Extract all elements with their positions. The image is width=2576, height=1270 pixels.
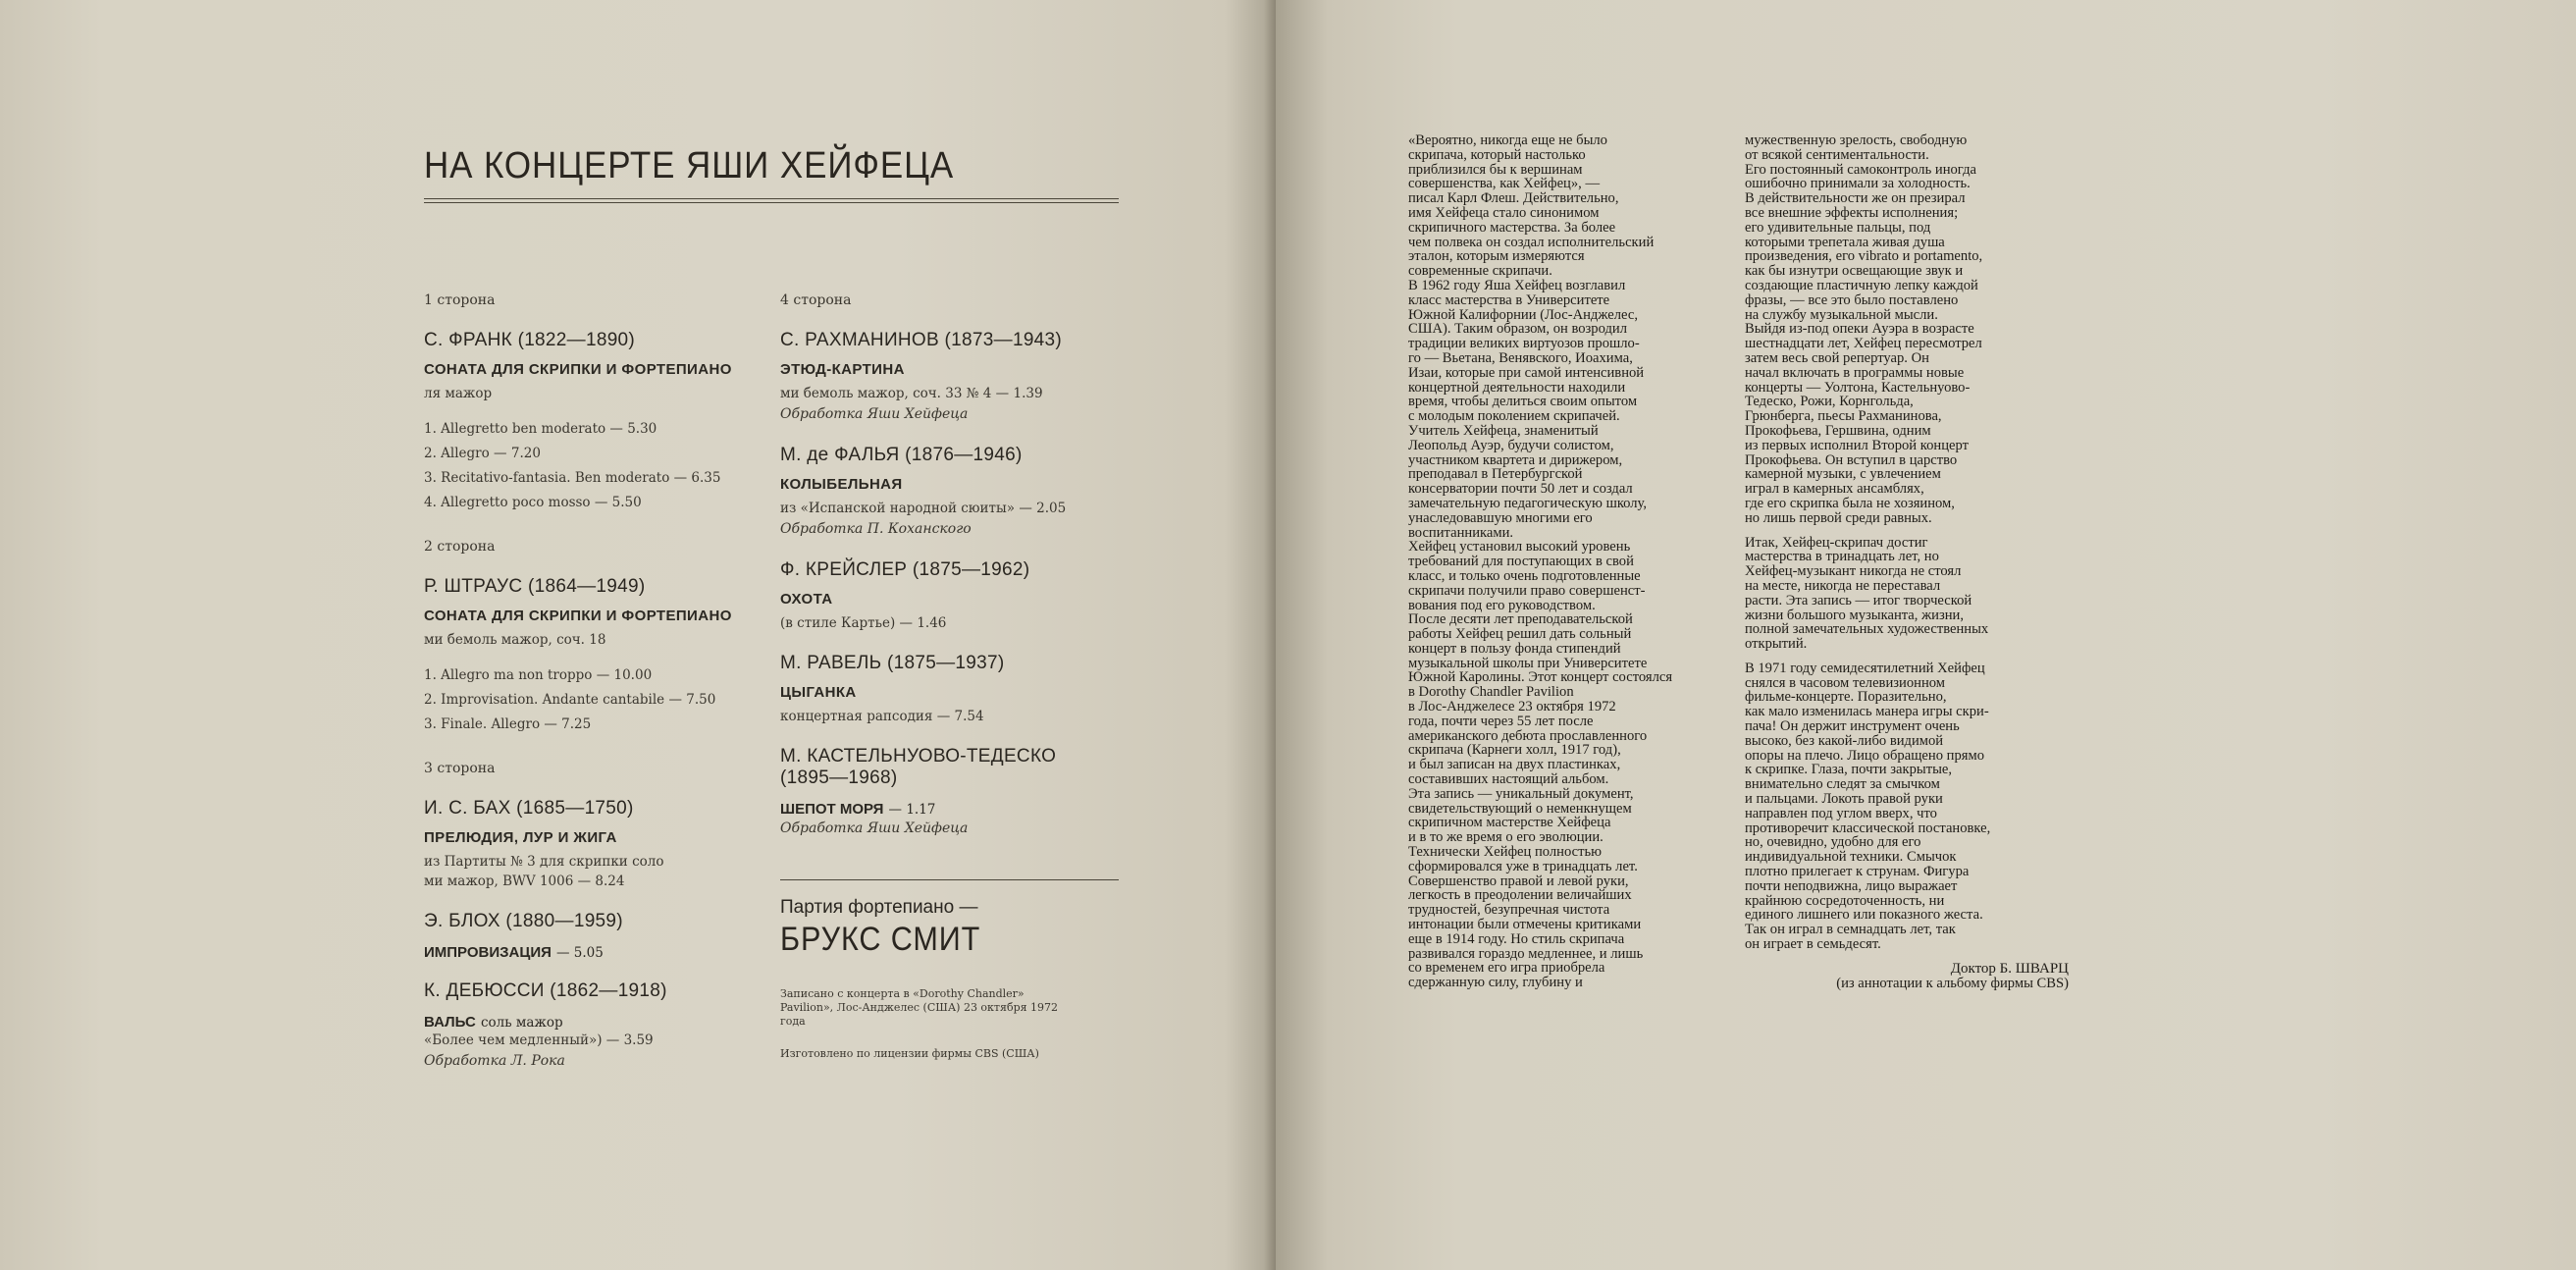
essay-line: полной замечательных художественных [1745, 621, 1989, 638]
essay-line: от всякой сентиментальности. [1745, 146, 1929, 163]
essay-line: направлен под углом вверх, что [1745, 805, 1937, 821]
essay-line: Леопольд Ауэр, будучи солистом, [1408, 437, 1614, 453]
essay-author: Доктор Б. ШВАРЦ [1950, 960, 2069, 977]
movement: 4. Allegretto poco mosso — 5.50 [424, 495, 642, 510]
work-title-row [424, 1012, 748, 1031]
essay-line: скрипичного мастерства. За более [1408, 219, 1616, 236]
movement: 3. Finale. Allegro — 7.25 [424, 716, 592, 732]
essay-line: Технически Хейфец полностью [1408, 844, 1603, 861]
essay-line: ошибочно принимали за холодность. [1745, 176, 1971, 192]
essay-line: совершенства, как Хейфец», — [1408, 176, 1601, 192]
arrangement-credit: Обработка Яши Хейфеца [780, 406, 969, 422]
essay-line: сформировался уже в тринадцать лет. [1408, 858, 1638, 874]
composer: М. КАСТЕЛЬНУОВО-ТЕДЕСКО [780, 746, 1057, 767]
essay-line: скрипача (Карнеги холл, 1917 год), [1408, 742, 1621, 759]
composer: Э. БЛОХ (1880—1959) [424, 911, 623, 931]
essay-line: на месте, никогда не переставал [1745, 577, 1941, 594]
composer: С. ФРАНК (1822—1890) [424, 330, 636, 350]
work-bach [424, 798, 748, 891]
work-title: ЭТЮД-КАРТИНА [780, 361, 905, 378]
work-castelnuovo-tedesco [780, 746, 1119, 839]
essay-line: преподавал в Петербургской [1408, 466, 1583, 483]
essay-paragraph [1745, 133, 2069, 526]
work-key: соль мажор [480, 1015, 563, 1031]
essay-line: года, почти через 55 лет после [1408, 713, 1594, 729]
essay-line: трудностей, безупречная чистота [1408, 902, 1610, 919]
essay-line: время, чтобы делиться своим опытом [1408, 394, 1638, 410]
essay-line: Эта запись — уникальный документ, [1408, 785, 1634, 802]
essay-line: скрипичном мастерстве Хейфеца [1408, 815, 1611, 831]
essay-line: имя Хейфеца стало синонимом [1408, 204, 1600, 221]
work-title: ИМПРОВИЗАЦИЯ [424, 944, 552, 961]
essay-line: которыми трепетала живая душа [1745, 234, 1945, 250]
essay-line: Прокофьева. Он вступил в царство [1745, 451, 1958, 468]
work-title-row [424, 942, 748, 961]
movement-list [424, 417, 748, 515]
essay-line: внимательно следят за смычком [1745, 776, 1940, 793]
album-title: НА КОНЦЕРТЕ ЯШИ ХЕЙФЕЦА [424, 145, 955, 186]
essay-line: со временем его игра приобрела [1408, 960, 1605, 977]
side-1 [424, 292, 748, 515]
essay-line: Так он играл в семнадцать лет, так [1745, 922, 1956, 938]
recording-note: Записано с концерта в «Dorothy Chandler» Pavilion», Лос-Анджелес (США) 23 октября 1972 года [780, 987, 1059, 1028]
essay-line: создающие пластичную лепку каждой [1745, 277, 1978, 293]
essay-line: как бы изнутри освещающие звук и [1745, 263, 1964, 280]
essay-line: в Dorothy Chandler Pavilion [1408, 684, 1574, 701]
work-strauss [424, 576, 748, 737]
essay-source-note: (из аннотации к альбому фирмы CBS) [1836, 975, 2069, 991]
essay-line: Хейфец установил высокий уровень [1408, 539, 1631, 556]
arrangement-credit: Обработка Л. Рока [424, 1053, 565, 1069]
essay-line: начал включать в программы новые [1745, 364, 1965, 381]
work-detail: из Партиты № 3 для скрипки соло [424, 854, 664, 870]
essay-line: жизни большого музыканта, жизни, [1745, 607, 1965, 623]
side-label: 1 сторона [424, 292, 496, 308]
essay-line: интонации были отмечены критиками [1408, 917, 1642, 933]
essay-line: унаследовавшую многими его [1408, 509, 1593, 526]
essay-line: «Вероятно, никогда еще не было [1408, 132, 1607, 148]
essay-line: замечательную педагогическую школу, [1408, 495, 1648, 511]
work-debussy [424, 980, 748, 1072]
essay-line: скрипача, который настолько [1408, 146, 1586, 163]
essay-line: шестнадцати лет, Хейфец пересмотрел [1745, 336, 1982, 352]
essay-line: традиции великих виртуозов прошло- [1408, 336, 1640, 352]
work-duration: — 5.05 [556, 945, 604, 961]
essay-line: Грюнберга, пьесы Рахманинова, [1745, 408, 1942, 425]
essay-line: мастерства в тринадцать лет, но [1745, 549, 1939, 565]
essay-line: противоречит классической постановке, [1745, 820, 1991, 836]
essay-line: камерной музыки, с увлечением [1745, 466, 1941, 483]
work-title: ШЕПОТ МОРЯ [780, 801, 884, 818]
essay-paragraph [1745, 536, 2069, 652]
essay-line: затем весь свой репертуар. Он [1745, 349, 1929, 366]
essay-line: где его скрипка была не хозяином, [1745, 495, 1955, 511]
essay-line: его удивительные пальцы, под [1745, 219, 1931, 236]
composer: И. С. БАХ (1685—1750) [424, 798, 634, 819]
essay-line: как мало изменилась манера игры скри- [1745, 704, 1989, 720]
essay-line: Прокофьева, Гершвина, одним [1745, 422, 1931, 439]
essay-line: работы Хейфец решил дать сольный [1408, 626, 1632, 643]
pianist-name: БРУКС СМИТ [780, 921, 981, 958]
piano-credit-label: Партия фортепиано — [780, 897, 978, 918]
essay-line: Итак, Хейфец-скрипач достиг [1745, 534, 1928, 551]
essay-line: В 1962 году Яша Хейфец возглавил [1408, 277, 1626, 293]
credits-rule [780, 879, 1119, 880]
composer-dates: (1895—1968) [780, 767, 898, 788]
essay-line: фильме-концерте. Поразительно, [1745, 689, 1947, 706]
work-title: КОЛЫБЕЛЬНАЯ [780, 476, 903, 493]
side-label: 4 сторона [780, 292, 852, 308]
work-key: ми бемоль мажор, соч. 18 [424, 632, 606, 648]
essay-line: воспитанниками. [1408, 524, 1514, 541]
essay-line: го — Вьетана, Венявского, Иоахима, [1408, 349, 1633, 366]
essay-line: высоко, без какой-либо видимой [1745, 732, 1944, 749]
work-bloch [424, 911, 748, 961]
work-title: СОНАТА ДЛЯ СКРИПКИ И ФОРТЕПИАНО [424, 361, 732, 378]
work-detail: из «Испанской народной сюиты» — 2.05 [780, 501, 1067, 516]
composer: Ф. КРЕЙСЛЕР (1875—1962) [780, 559, 1030, 580]
essay-line: и пальцами. Локоть правой руки [1745, 791, 1943, 808]
work-falla [780, 445, 1119, 540]
essay-line: Изаи, которые при самой интенсивной [1408, 364, 1645, 381]
essay-line: снялся в часовом телевизионном [1745, 674, 1946, 691]
movement-list [424, 663, 748, 737]
essay-line: фразы, — все это было поставлено [1745, 291, 1959, 308]
essay-line: писал Карл Флеш. Действительно, [1408, 190, 1619, 207]
essay-line: Его постоянный самоконтроль иногда [1745, 161, 1976, 178]
essay-line: После десяти лет преподавательской [1408, 611, 1633, 628]
essay-line: еще в 1914 году. Но стиль скрипача [1408, 930, 1625, 947]
essay-line: в Лос-Анджелесе 23 октября 1972 [1408, 699, 1616, 715]
side-2 [424, 539, 748, 737]
work-detail: ми мажор, BWV 1006 — 8.24 [424, 873, 625, 889]
work-detail: (в стиле Картье) — 1.46 [780, 615, 947, 631]
movement: 1. Allegro ma non troppo — 10.00 [424, 667, 653, 683]
essay-line: крайнюю сосредоточенность, ни [1745, 892, 1945, 909]
tracklist-column-2 [780, 292, 1119, 859]
essay-line: но, очевидно, удобно для его [1745, 834, 1921, 851]
composer: Р. ШТРАУС (1864—1949) [424, 576, 646, 597]
work-title: ЦЫГАНКА [780, 684, 857, 701]
essay-line: играл в камерных ансамблях, [1745, 481, 1924, 498]
essay-line: но лишь первой среди равных. [1745, 509, 1932, 526]
essay-line: свидетельствующий о неменкнущем [1408, 800, 1632, 817]
essay-line: чем полвека он создал исполнительский [1408, 234, 1655, 250]
composer: К. ДЕБЮССИ (1862—1918) [424, 980, 667, 1001]
essay-line: Хейфец-музыкант никогда не стоял [1745, 563, 1962, 580]
essay-paragraph [1745, 661, 2069, 952]
essay-line: все внешние эффекты исполнения; [1745, 204, 1959, 221]
essay-line: расти. Эта запись — итог творческой [1745, 592, 1972, 609]
essay-line: Тедеско, Рожи, Корнгольда, [1745, 394, 1914, 410]
essay-line: на службу музыкальной мысли. [1745, 306, 1938, 323]
work-duration: — 1.17 [888, 802, 936, 818]
essay-line: с молодым поколением скрипачей. [1408, 408, 1620, 425]
left-page [0, 0, 1276, 1270]
essay-line: Южной Калифорнии (Лос-Анджелес, [1408, 306, 1638, 323]
movement: 3. Recitativo-fantasia. Ben moderato — 6.35 [424, 470, 721, 486]
essay-line: Выйдя из-под опеки Ауэра в возрасте [1745, 321, 1974, 338]
essay-line: требований для поступающих в свой [1408, 554, 1634, 570]
essay-line: приблизился бы к вершинам [1408, 161, 1583, 178]
work-title-row [780, 799, 1119, 818]
composer: М. РАВЕЛЬ (1875—1937) [780, 653, 1005, 673]
essay-line: участником квартета и дирижером, [1408, 451, 1623, 468]
essay-column-2 [1745, 133, 2069, 990]
tracklist-column-1 [424, 292, 748, 1091]
essay-line: из первых исполнил Второй концерт [1745, 437, 1969, 453]
essay-line: единого лишнего или показного жеста. [1745, 907, 1983, 924]
essay-line: открытий. [1745, 636, 1808, 653]
movement: 1. Allegretto ben moderato — 5.30 [424, 421, 657, 437]
essay-line: музыкальной школы при Университете [1408, 655, 1648, 671]
side-label: 3 сторона [424, 761, 496, 776]
essay-line: индивидуальной техники. Смычок [1745, 849, 1957, 866]
essay-line: Совершенство правой и левой руки, [1408, 873, 1629, 889]
composer: С. РАХМАНИНОВ (1873—1943) [780, 330, 1063, 350]
side-3 [424, 761, 748, 1072]
work-ravel [780, 653, 1119, 726]
work-key: ля мажор [424, 386, 493, 401]
essay-line: класс мастерства в Университете [1408, 291, 1610, 308]
essay-line: Учитель Хейфеца, знаменитый [1408, 422, 1599, 439]
essay-line: почти неподвижна, лицо выражает [1745, 877, 1958, 894]
work-title: ОХОТА [780, 591, 833, 608]
movement: 2. Allegro — 7.20 [424, 446, 541, 461]
work-franck [424, 330, 748, 515]
essay-line: развивался гораздо медленнее, и лишь [1408, 945, 1644, 962]
essay-line: он играет в семьдесят. [1745, 936, 1881, 953]
essay-line: и в то же время о его эволюции. [1408, 829, 1603, 846]
work-title: ВАЛЬС [424, 1014, 476, 1031]
arrangement-credit: Обработка Яши Хейфеца [780, 820, 969, 836]
essay-line: концерты — Уолтона, Кастельнуово- [1745, 379, 1971, 396]
essay-line: опоры на плечо. Лицо обращено прямо [1745, 747, 1985, 764]
work-title: СОНАТА ДЛЯ СКРИПКИ И ФОРТЕПИАНО [424, 608, 732, 624]
essay-line: к скрипке. Глаза, почти закрытые, [1745, 762, 1953, 778]
essay-line: консерватории почти 50 лет и создал [1408, 481, 1633, 498]
composer: М. де ФАЛЬЯ (1876—1946) [780, 445, 1023, 465]
work-detail: концертная рапсодия — 7.54 [780, 709, 984, 724]
work-kreisler [780, 559, 1119, 633]
essay-line: США). Таким образом, он возродил [1408, 321, 1627, 338]
essay-line: концертной деятельности находили [1408, 379, 1626, 396]
work-title: ПРЕЛЮДИЯ, ЛУР И ЖИГА [424, 829, 617, 846]
arrangement-credit: Обработка П. Коханского [780, 521, 972, 537]
essay-line: плотно прилегает к струнам. Фигура [1745, 864, 1970, 880]
essay-line: класс, и только очень подготовленные [1408, 567, 1641, 584]
essay-line: вования под его руководством. [1408, 597, 1596, 613]
essay-line: современные скрипачи. [1408, 263, 1552, 280]
essay-line: и был записан на двух пластинках, [1408, 757, 1621, 773]
essay-line: американского дебюта прославленного [1408, 727, 1648, 744]
essay-line: составивших настоящий альбом. [1408, 771, 1609, 788]
essay-line: произведения, его vibrato и portamento, [1745, 248, 1983, 265]
essay-line: концерт в пользу фонда стипендий [1408, 640, 1621, 657]
essay-line: мужественную зрелость, свободную [1745, 132, 1968, 148]
work-rachmaninoff [780, 330, 1119, 425]
movement: 2. Improvisation. Andante cantabile — 7.50 [424, 692, 716, 708]
side-label: 2 сторона [424, 539, 496, 555]
essay-line: сдержанную силу, глубину и [1408, 975, 1583, 991]
essay-line: легкость в преодолении величайших [1408, 887, 1632, 904]
essay-line: эталон, которым измеряются [1408, 248, 1585, 265]
title-rule [424, 198, 1119, 203]
work-detail: «Более чем медленный») — 3.59 [424, 1032, 654, 1048]
essay-line: Южной Каролины. Этот концерт состоялся [1408, 669, 1673, 686]
essay-line: скрипачи получили право совершенст- [1408, 582, 1646, 599]
essay-line: пача! Он держит инструмент очень [1745, 718, 1960, 735]
essay-column-1 [1408, 133, 1732, 990]
license-note: Изготовлено по лицензии фирмы CBS (США) [780, 1047, 1039, 1060]
work-detail: ми бемоль мажор, соч. 33 № 4 — 1.39 [780, 386, 1043, 401]
essay-line: В действительности же он презирал [1745, 190, 1966, 207]
essay-line: В 1971 году семидесятилетний Хейфец [1745, 660, 1985, 676]
